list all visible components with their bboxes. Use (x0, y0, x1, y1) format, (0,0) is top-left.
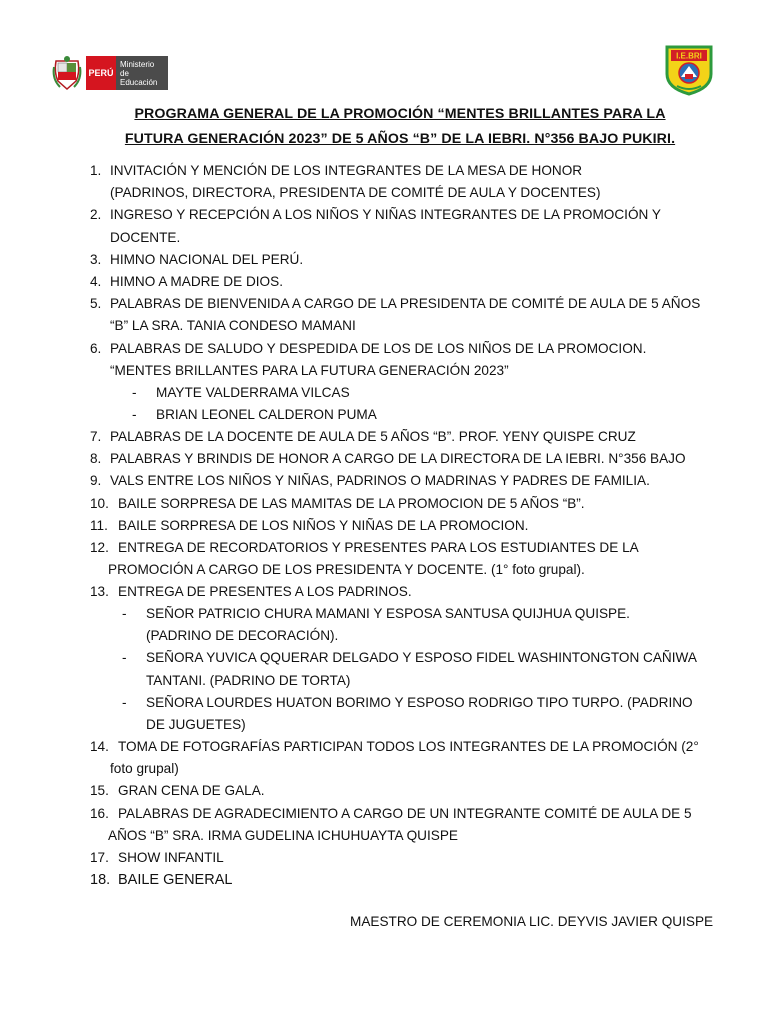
dash-mark: - (122, 650, 127, 666)
item-text: INVITACIÓN Y MENCIÓN DE LOS INTEGRANTES DE LA MESA DE HONOR (110, 163, 583, 178)
list-item (90, 780, 730, 802)
item-text: ENTREGA DE PRESENTES A LOS PADRINOS. (118, 584, 412, 600)
list-item (90, 160, 730, 204)
list-item (90, 426, 730, 448)
ministry-line-2: de Educación (120, 68, 158, 87)
dash-mark: - (132, 407, 137, 423)
item-text: (PADRINOS, DIRECTORA, PRESIDENTA DE COMITÉ DE AULA Y DOCENTES) (110, 185, 601, 201)
sub-item-text: MAYTE VALDERRAMA VILCAS (156, 385, 350, 400)
sublist-item (90, 692, 730, 736)
sublist-item (90, 647, 730, 691)
list-item (90, 271, 730, 293)
item-number: 2. (90, 207, 102, 223)
item-text: ENTREGA DE RECORDATORIOS Y PRESENTES PARA LOS ESTUDIANTES DE LA (118, 540, 639, 556)
item-number: 3. (90, 251, 102, 267)
item-text: PALABRAS DE LA DOCENTE DE AULA DE 5 AÑOS “B”. PROF. YENY QUISPE CRUZ (110, 429, 636, 444)
item-text: DOCENTE. (110, 229, 181, 245)
peru-label-box (86, 56, 116, 90)
list-item (90, 338, 730, 382)
student-sublist (90, 382, 730, 426)
sub-item-text: DE JUGUETES) (146, 717, 246, 733)
item-number: 12. (90, 540, 109, 556)
item-text: BAILE SORPRESA DE LAS MAMITAS DE LA PROMOCION DE 5 AÑOS “B”. (118, 495, 585, 511)
list-item (90, 293, 730, 337)
sponsor-sublist (90, 603, 730, 736)
program-list (90, 160, 730, 382)
item-text: SHOW INFANTIL (118, 850, 224, 866)
item-text: PALABRAS DE SALUDO Y DESPEDIDA DE LOS DE LOS NIÑOS DE LA PROMOCION. (110, 340, 647, 356)
sub-item-text: (PADRINO DE DECORACIÓN). (146, 628, 339, 644)
item-number: 1. (90, 163, 102, 178)
item-text: “MENTES BRILLANTES PARA LA FUTURA GENERACIÓN 2023” (110, 362, 509, 378)
title-line-1: PROGRAMA GENERAL DE LA PROMOCIÓN “MENTES BRILLANTES PARA LA (134, 106, 666, 122)
item-text: PALABRAS DE AGRADECIMIENTO A CARGO DE UN INTEGRANTE COMITÉ DE AULA DE 5 (118, 805, 692, 821)
item-text: AÑOS “B” SRA. IRMA GUDELINA ICHUHUAYTA QUISPE (108, 827, 458, 843)
list-item (90, 537, 730, 581)
item-text: HIMNO NACIONAL DEL PERÚ. (110, 251, 304, 267)
item-number: 4. (90, 274, 102, 290)
item-number: 11. (90, 517, 108, 533)
item-number: 14. (90, 739, 109, 754)
item-number: 16. (90, 805, 109, 821)
peru-label: PERÚ (88, 68, 114, 78)
item-number: 6. (90, 340, 102, 356)
item-number: 7. (90, 429, 102, 444)
item-number: 18. (90, 872, 111, 889)
ministry-line-1: Ministerio (120, 59, 155, 69)
item-text: PROMOCIÓN A CARGO DE LOS PRESIDENTA Y DOCENTE. (1° foto grupal). (108, 562, 585, 578)
list-item (90, 869, 730, 891)
item-text: “B” LA SRA. TANIA CONDESO MAMANI (110, 318, 356, 334)
sublist-item (90, 382, 730, 404)
school-shield-logo (664, 44, 714, 96)
item-text: PALABRAS DE BIENVENIDA A CARGO DE LA PRESIDENTA DE COMITÉ DE AULA DE 5 AÑOS (110, 296, 701, 312)
list-item (90, 249, 730, 271)
dash-mark: - (132, 385, 137, 400)
item-text: HIMNO A MADRE DE DIOS. (110, 274, 283, 290)
item-number: 15. (90, 783, 109, 799)
item-text: TOMA DE FOTOGRAFÍAS PARTICIPAN TODOS LOS INTEGRANTES DE LA PROMOCIÓN (2° (118, 739, 699, 754)
item-text: GRAN CENA DE GALA. (118, 783, 265, 799)
sublist-item (90, 603, 730, 647)
item-number: 13. (90, 584, 109, 600)
coat-of-arms-icon (52, 55, 82, 91)
ministry-logo (52, 54, 172, 92)
dash-mark: - (122, 606, 127, 621)
list-item (90, 581, 730, 603)
sub-item-text: SEÑOR PATRICIO CHURA MAMANI Y ESPOSA SANTUSA QUIJHUA QUISPE. (146, 606, 630, 621)
item-text: BAILE SORPRESA DE LOS NIÑOS Y NIÑAS DE LA PROMOCION. (118, 517, 529, 533)
list-item (90, 847, 730, 869)
item-text: foto grupal) (110, 761, 179, 777)
item-text: BAILE GENERAL (118, 872, 233, 889)
list-item (90, 736, 730, 780)
sub-item-text: SEÑORA YUVICA QQUERAR DELGADO Y ESPOSO FIDEL WASHINTONGTON CAÑIWA (146, 650, 697, 666)
list-item (90, 448, 730, 470)
program-list-continued (90, 426, 730, 604)
list-item (90, 515, 730, 537)
item-text: PALABRAS Y BRINDIS DE HONOR A CARGO DE LA DIRECTORA DE LA IEBRI. N°356 BAJO (110, 451, 686, 467)
title-line-2: FUTURA GENERACIÓN 2023” DE 5 AÑOS “B” DE LA IEBRI. N°356 BAJO PUKIRI. (124, 131, 676, 147)
dash-mark: - (122, 694, 127, 710)
item-text: VALS ENTRE LOS NIÑOS Y NIÑAS, PADRINOS O MADRINAS Y PADRES DE FAMILIA. (110, 473, 650, 489)
item-number: 10. (90, 495, 109, 511)
shield-text: I.E.BRI (676, 51, 702, 61)
sub-item-text: BRIAN LEONEL CALDERON PUMA (156, 407, 377, 423)
list-item (90, 803, 730, 847)
list-item (90, 204, 730, 248)
program-list-final (90, 736, 730, 891)
sublist-item (90, 404, 730, 426)
item-number: 5. (90, 296, 102, 312)
ministry-label-box (116, 56, 168, 90)
item-number: 9. (90, 473, 102, 489)
list-item (90, 470, 730, 492)
item-text: INGRESO Y RECEPCIÓN A LOS NIÑOS Y NIÑAS INTEGRANTES DE LA PROMOCIÓN Y (110, 207, 661, 223)
list-item (90, 493, 730, 515)
sub-item-text: SEÑORA LOURDES HUATON BORIMO Y ESPOSO RODRIGO TIPO TURPO. (PADRINO (146, 694, 693, 710)
sub-item-text: TANTANI. (PADRINO DE TORTA) (146, 672, 351, 688)
item-number: 17. (90, 850, 109, 866)
signature-line: MAESTRO DE CEREMONIA LIC. DEYVIS JAVIER QUISPE (350, 914, 714, 929)
item-number: 8. (90, 451, 102, 467)
